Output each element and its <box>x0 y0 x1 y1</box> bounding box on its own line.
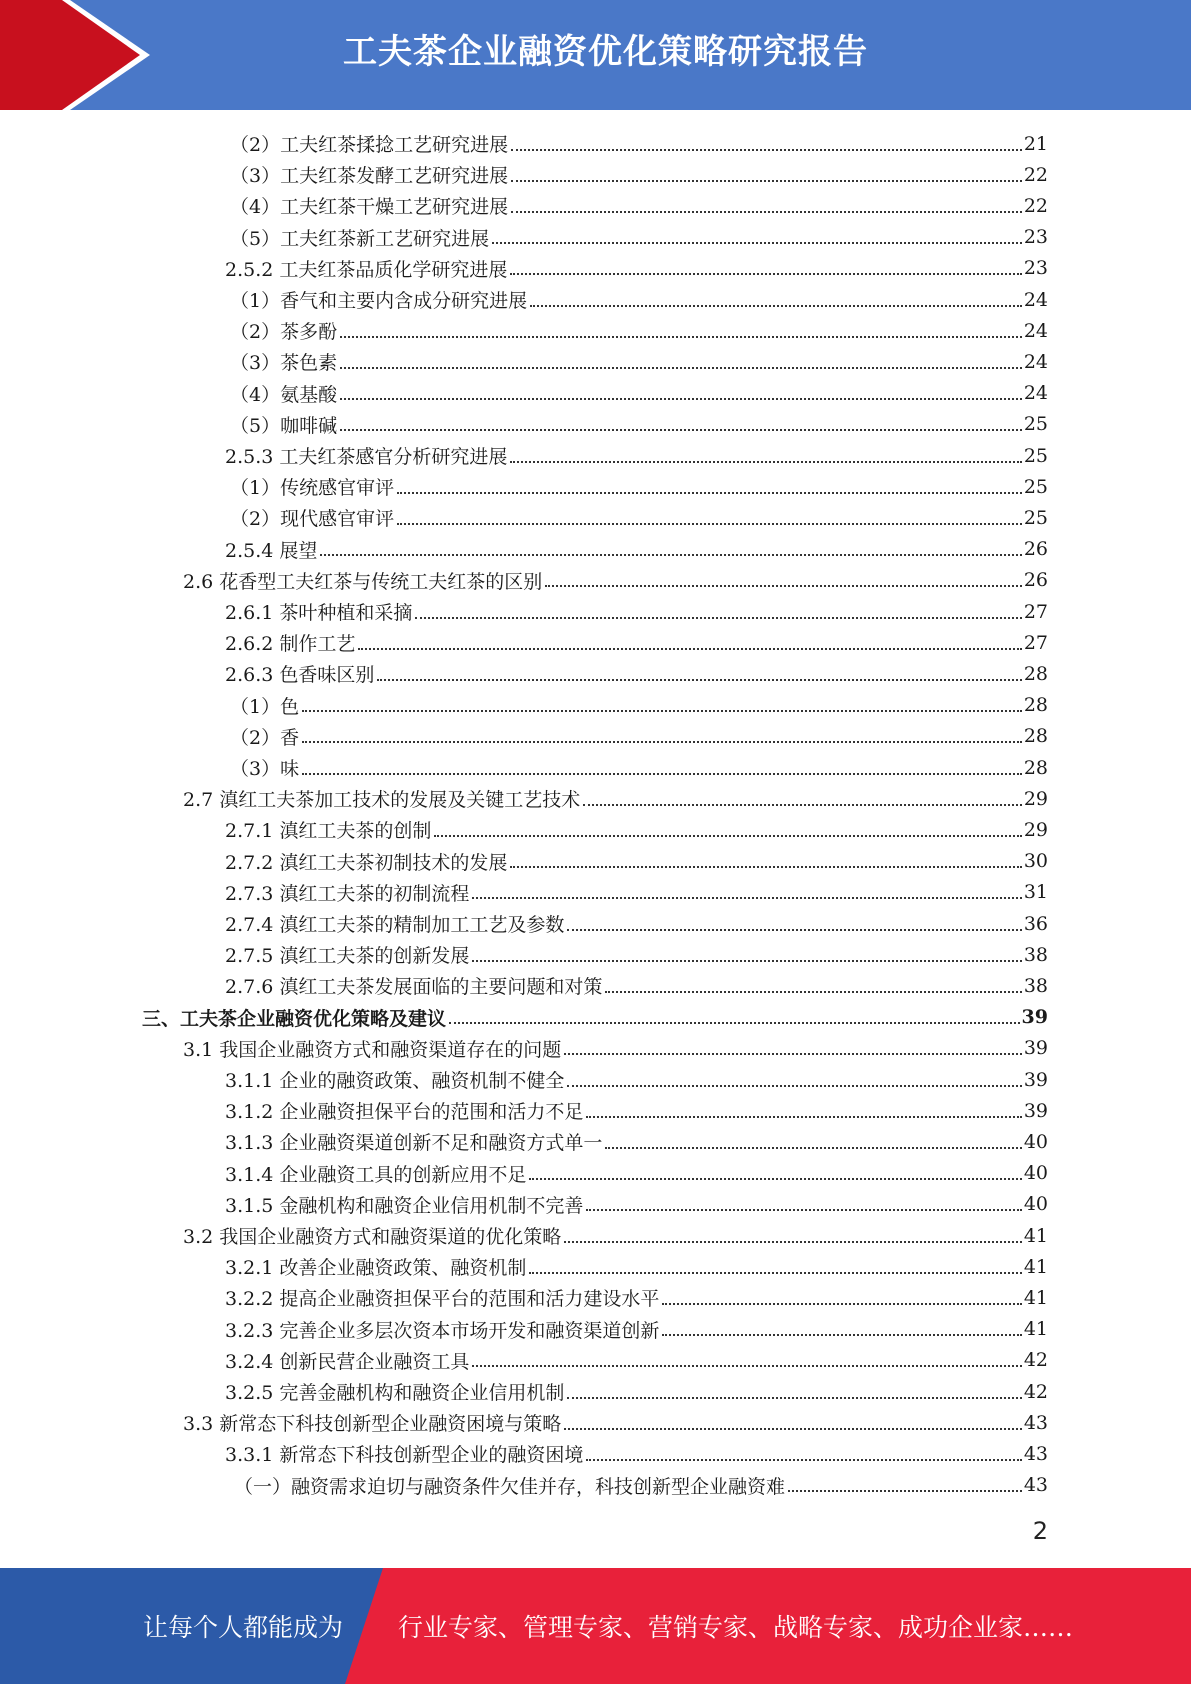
toc-entry[interactable] <box>225 1314 1048 1345</box>
toc-leader-dots <box>586 1189 1021 1211</box>
toc-entry-page: 27 <box>1023 631 1048 654</box>
toc-leader-dots <box>662 1283 1021 1305</box>
toc-entry-page: 25 <box>1023 413 1048 436</box>
toc-leader-dots <box>377 659 1021 681</box>
toc-entry[interactable] <box>225 627 1048 658</box>
toc-entry[interactable] <box>225 1376 1048 1407</box>
toc-entry-title: （一）融资需求迫切与融资条件欠佳并存，科技创新型企业融资难 <box>234 1475 786 1498</box>
toc-entry-title: 3.2.4 创新民营企业融资工具 <box>225 1350 470 1373</box>
toc-leader-dots <box>320 534 1021 556</box>
toc-entry[interactable] <box>225 814 1048 845</box>
toc-entry-page: 40 <box>1023 1193 1048 1216</box>
toc-leader-dots <box>545 565 1022 587</box>
toc-leader-dots <box>510 441 1021 463</box>
toc-entry-title: 3.3.1 新常态下科技创新型企业的融资困境 <box>225 1444 584 1467</box>
toc-entry[interactable] <box>225 534 1048 565</box>
toc-entry-page: 25 <box>1023 506 1048 529</box>
toc-leader-dots <box>567 1065 1021 1087</box>
toc-entry-title: 3.2 我国企业融资方式和融资渠道的优化策略 <box>183 1226 562 1248</box>
toc-leader-dots <box>434 815 1021 837</box>
toc-entry-title: 3.1.4 企业融资工具的创新应用不足 <box>225 1163 527 1186</box>
toc-entry[interactable] <box>230 315 1048 346</box>
report-title: 工夫茶企业融资优化策略研究报告 <box>343 32 868 72</box>
toc-entry-page: 38 <box>1023 943 1048 966</box>
toc-leader-dots <box>340 378 1022 400</box>
toc-leader-dots <box>340 347 1022 369</box>
toc-entry[interactable] <box>230 378 1048 409</box>
toc-entry-title: 2.5.2 工夫红茶品质化学研究进展 <box>225 258 508 281</box>
toc-entry-title: 3.3 新常态下科技创新型企业融资困境与策略 <box>183 1413 562 1436</box>
toc-entry[interactable] <box>183 565 1048 596</box>
toc-entry-title: （1）香气和主要内含成分研究进展 <box>230 290 528 312</box>
toc-leader-dots <box>472 1345 1021 1367</box>
toc-entry[interactable] <box>225 1189 1048 1220</box>
toc-leader-dots <box>564 1033 1022 1055</box>
footer-slogan-right: 行业专家、管理专家、营销专家、战略专家、成功企业家…… <box>398 1613 1074 1642</box>
toc-leader-dots <box>302 690 1022 712</box>
toc-entry-page: 30 <box>1023 850 1048 873</box>
toc-entry[interactable] <box>230 190 1048 221</box>
toc-entry-page: 23 <box>1023 257 1048 280</box>
toc-entry[interactable] <box>225 1126 1048 1157</box>
toc-entry-page: 41 <box>1023 1255 1048 1278</box>
toc-entry-title: 2.5.4 展望 <box>225 539 318 562</box>
toc-entry[interactable] <box>225 846 1048 877</box>
toc-entry-page: 39 <box>1023 1099 1048 1122</box>
toc-entry-title: 3.1.5 金融机构和融资企业信用机制不完善 <box>225 1194 584 1217</box>
toc-entry-title: 2.6.3 色香味区别 <box>225 664 375 687</box>
toc-entry-page: 43 <box>1023 1411 1048 1434</box>
page-number: 2 <box>1032 1517 1048 1545</box>
toc-entry-title: （1）传统感官审评 <box>230 477 395 500</box>
toc-entry-title: （5）咖啡碱 <box>230 414 338 437</box>
toc-entry[interactable] <box>183 1407 1048 1438</box>
toc-leader-dots <box>605 1127 1021 1149</box>
toc-entry[interactable] <box>225 1158 1048 1189</box>
toc-entry-page: 40 <box>1023 1130 1048 1153</box>
toc-leader-dots <box>605 971 1021 993</box>
toc-leader-dots <box>511 191 1022 213</box>
toc-entry-title: 3.1.2 企业融资担保平台的范围和活力不足 <box>225 1101 584 1124</box>
toc-entry-page: 28 <box>1023 725 1048 748</box>
toc-entry[interactable] <box>230 690 1048 721</box>
toc-leader-dots <box>583 784 1022 806</box>
toc-leader-dots <box>302 753 1022 775</box>
toc-entry-title: （2）香 <box>230 726 300 749</box>
toc-entry-title: 2.7 滇红工夫茶加工技术的发展及关键工艺技术 <box>183 789 581 812</box>
toc-leader-dots <box>510 846 1021 868</box>
toc-entry-page: 25 <box>1023 475 1048 498</box>
toc-entry-title: 3.1 我国企业融资方式和融资渠道存在的问题 <box>183 1038 562 1061</box>
toc-entry-title: （3）工夫红茶发酵工艺研究进展 <box>230 165 509 188</box>
toc-entry-page: 42 <box>1023 1380 1048 1403</box>
toc-entry-title: 2.7.6 滇红工夫茶发展面临的主要问题和对策 <box>225 976 603 999</box>
toc-entry-page: 43 <box>1023 1474 1048 1497</box>
toc-entry-page: 25 <box>1023 444 1048 467</box>
toc-entry-title: （4）工夫红茶干燥工艺研究进展 <box>230 196 509 219</box>
toc-entry-title: （2）工夫红茶揉捻工艺研究进展 <box>230 134 509 156</box>
toc-entry[interactable] <box>230 284 1048 315</box>
toc-leader-dots <box>511 129 1022 151</box>
toc-entry[interactable] <box>225 877 1048 908</box>
toc-leader-dots <box>564 1221 1022 1243</box>
toc-leader-dots <box>358 628 1021 650</box>
toc-entry-title: 2.6.2 制作工艺 <box>225 633 356 656</box>
toc-entry-page: 24 <box>1023 382 1048 405</box>
toc-entry[interactable] <box>230 159 1048 190</box>
toc-entry-page: 28 <box>1023 756 1048 779</box>
toc-entry-page: 43 <box>1023 1442 1048 1465</box>
toc-entry-page: 24 <box>1023 288 1048 311</box>
toc-entry-page: 40 <box>1023 1162 1048 1185</box>
toc-entry[interactable] <box>225 596 1048 627</box>
toc-entry-title: 2.5.3 工夫红茶感官分析研究进展 <box>225 446 508 468</box>
toc-entry-title: （3）味 <box>230 758 300 780</box>
toc-entry[interactable] <box>225 253 1048 284</box>
toc-entry-page: 42 <box>1023 1349 1048 1372</box>
toc-entry-page: 41 <box>1023 1224 1048 1247</box>
toc-entry[interactable] <box>225 1438 1048 1469</box>
toc-entry-title: （3）茶色素 <box>230 352 338 375</box>
toc-entry[interactable] <box>230 128 1048 159</box>
toc-leader-dots <box>510 253 1021 275</box>
toc-entry-page: 29 <box>1023 818 1048 841</box>
toc-leader-dots <box>529 1158 1021 1180</box>
toc-entry-page: 39 <box>1021 1006 1048 1029</box>
toc-entry[interactable] <box>225 658 1048 689</box>
toc-entry-page: 41 <box>1023 1318 1048 1341</box>
toc-entry[interactable] <box>142 1002 1048 1033</box>
toc-entry-title: 3.1.1 企业的融资政策、融资机制不健全 <box>225 1070 565 1092</box>
toc-entry[interactable] <box>230 752 1048 783</box>
toc-entry-page: 21 <box>1023 132 1048 155</box>
toc-leader-dots <box>302 721 1022 743</box>
toc-entry-title: 3.2.3 完善企业多层次资本市场开发和融资渠道创新 <box>225 1319 660 1342</box>
toc-entry-page: 39 <box>1023 1037 1048 1060</box>
toc-entry-page: 26 <box>1023 569 1048 592</box>
toc-entry-title: 2.7.5 滇红工夫茶的创新发展 <box>225 945 470 968</box>
toc-entry-page: 27 <box>1023 600 1048 623</box>
toc-entry-page: 39 <box>1023 1068 1048 1091</box>
toc-entry[interactable] <box>225 970 1048 1001</box>
toc-entry[interactable] <box>230 471 1048 502</box>
toc-entry-page: 28 <box>1023 662 1048 685</box>
footer-slogan-left: 让每个人都能成为 <box>143 1613 344 1642</box>
toc-entry-title: 3.2.1 改善企业融资政策、融资机制 <box>225 1257 527 1280</box>
toc-entry-page: 26 <box>1023 538 1048 561</box>
footer-banner <box>0 1568 1191 1684</box>
toc-entry[interactable] <box>225 1095 1048 1126</box>
toc-leader-dots <box>511 160 1022 182</box>
toc-entry-title: 3.1.3 企业融资渠道创新不足和融资方式单一 <box>225 1132 603 1155</box>
toc-leader-dots <box>340 409 1022 431</box>
toc-entry-page: 28 <box>1023 694 1048 717</box>
toc-leader-dots <box>449 1002 1020 1024</box>
toc-entry[interactable] <box>225 908 1048 939</box>
toc-leader-dots <box>788 1470 1022 1492</box>
header-banner <box>0 0 1191 110</box>
toc-entry[interactable] <box>225 1345 1048 1376</box>
toc-entry-title: 三、工夫茶企业融资优化策略及建议 <box>142 1007 447 1030</box>
toc-leader-dots <box>397 503 1022 525</box>
toc-entry-page: 23 <box>1023 226 1048 249</box>
toc-entry-title: 3.2.2 提高企业融资担保平台的范围和活力建设水平 <box>225 1288 660 1311</box>
toc-leader-dots <box>662 1314 1021 1336</box>
toc-entry[interactable] <box>183 1033 1048 1064</box>
toc-leader-dots <box>472 940 1021 962</box>
toc-leader-dots <box>567 909 1021 931</box>
toc-entry[interactable] <box>234 1470 1048 1501</box>
toc-entry-title: 2.6 花香型工夫红茶与传统工夫红茶的区别 <box>183 570 543 593</box>
toc-entry-title: （2）现代感官审评 <box>230 508 395 531</box>
toc-entry[interactable] <box>183 1220 1048 1251</box>
toc-entry-title: 2.6.1 茶叶种植和采摘 <box>225 602 413 624</box>
toc-leader-dots <box>567 1377 1021 1399</box>
toc-entry[interactable] <box>225 1064 1048 1095</box>
toc-leader-dots <box>492 222 1022 244</box>
toc-entry[interactable] <box>183 783 1048 814</box>
toc-entry-title: （5）工夫红茶新工艺研究进展 <box>230 227 490 250</box>
toc-entry[interactable] <box>225 939 1048 970</box>
toc-entry-title: （2）茶多酚 <box>230 321 338 344</box>
toc-entry-page: 22 <box>1023 163 1048 186</box>
toc-leader-dots <box>340 316 1022 338</box>
toc-entry-title: 2.7.4 滇红工夫茶的精制加工工艺及参数 <box>225 914 565 936</box>
toc-entry[interactable] <box>225 1251 1048 1282</box>
toc-leader-dots <box>415 597 1021 619</box>
toc-leader-dots <box>586 1096 1021 1118</box>
toc-entry-title: 2.7.2 滇红工夫茶初制技术的发展 <box>225 851 508 874</box>
toc-entry[interactable] <box>225 1282 1048 1313</box>
toc-leader-dots <box>472 877 1021 899</box>
toc-entry-title: （1）色 <box>230 695 300 718</box>
toc-leader-dots <box>529 1252 1021 1274</box>
toc-entry-page: 41 <box>1023 1286 1048 1309</box>
toc-entry-page: 29 <box>1023 787 1048 810</box>
toc-leader-dots <box>564 1408 1022 1430</box>
toc-entry-title: 2.7.3 滇红工夫茶的初制流程 <box>225 882 470 905</box>
toc-entry[interactable] <box>225 440 1048 471</box>
toc-entry-title: 2.7.1 滇红工夫茶的创制 <box>225 820 432 843</box>
toc-entry[interactable] <box>230 222 1048 253</box>
toc-entry-title: 3.2.5 完善金融机构和融资企业信用机制 <box>225 1382 565 1404</box>
toc-entry-page: 31 <box>1023 881 1048 904</box>
toc-entry[interactable] <box>230 346 1048 377</box>
toc-leader-dots <box>530 285 1022 307</box>
toc-leader-dots <box>397 472 1022 494</box>
toc-entry[interactable] <box>230 409 1048 440</box>
toc-entry-page: 38 <box>1023 974 1048 997</box>
toc-entry-title: （4）氨基酸 <box>230 383 338 406</box>
toc-entry-page: 22 <box>1023 194 1048 217</box>
toc-entry[interactable] <box>230 721 1048 752</box>
toc-entry[interactable] <box>230 502 1048 533</box>
toc-entry-page: 24 <box>1023 350 1048 373</box>
toc-leader-dots <box>586 1439 1021 1461</box>
toc-entry-page: 36 <box>1023 912 1048 935</box>
toc-entry-page: 24 <box>1023 319 1048 342</box>
